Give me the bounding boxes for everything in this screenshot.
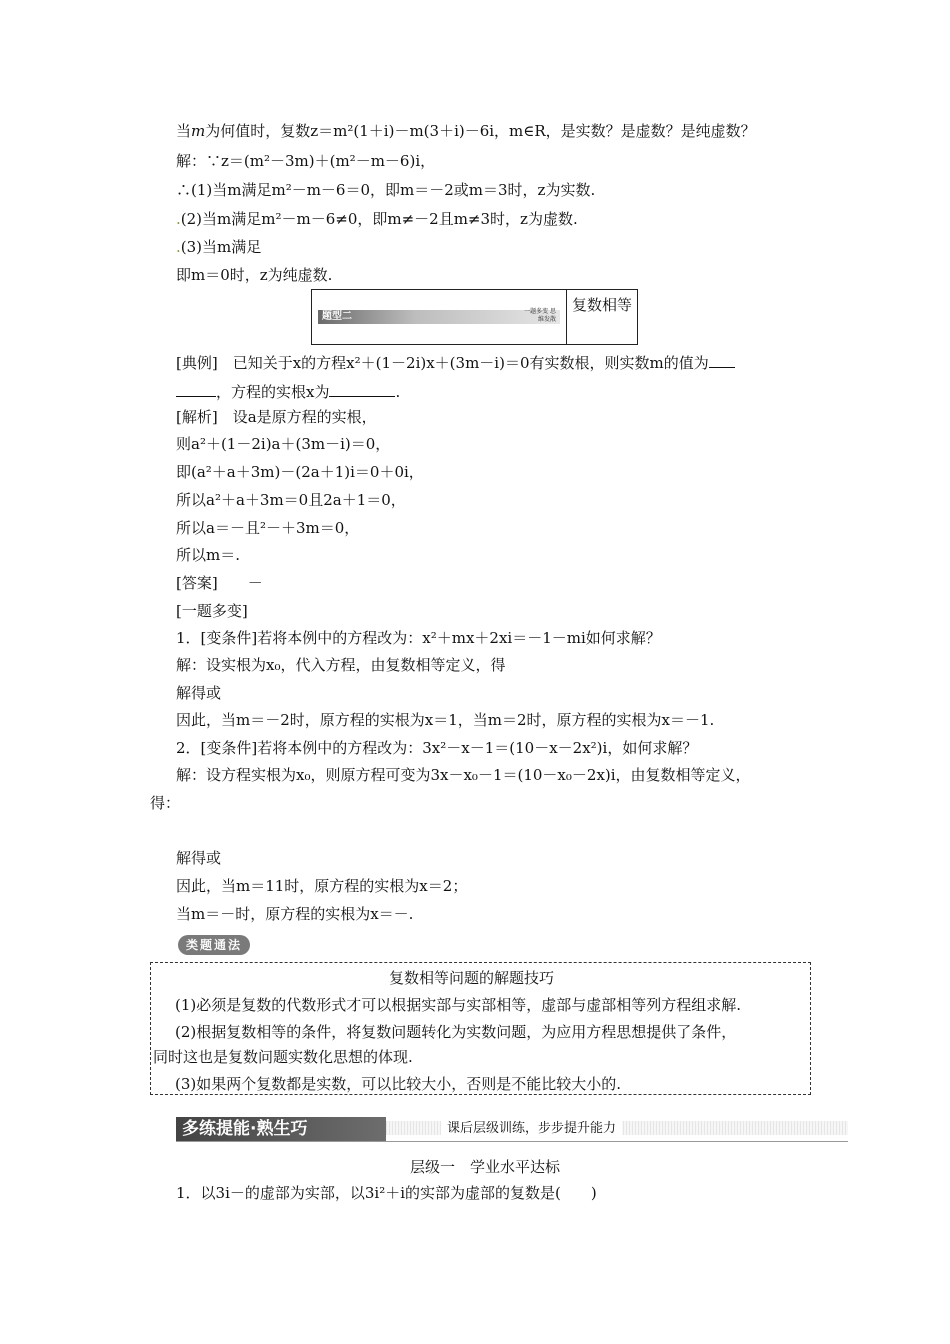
level-title: 层级一 学业水平达标: [410, 1158, 561, 1176]
analysis-line: 所以a＝－且²－＋3m＝0，: [176, 519, 360, 537]
answer-blank: [329, 380, 395, 397]
text-segment: ，方程的实根x为: [216, 383, 330, 401]
text-segment: (3)当m满足: [180, 238, 262, 256]
example-statement-cont: [176, 380, 400, 402]
margin-mark: .: [176, 210, 181, 228]
text-segment: z＝m²(1＋i)－m(3＋i)－6i，m∈R，是实数？是虚数？是纯虚数？: [310, 122, 756, 140]
answer-blank: [176, 380, 216, 397]
example-statement: [176, 351, 735, 373]
variant-2-solution: 解得或: [176, 849, 222, 867]
solution-line: ∴(1)当m满足m²－m－6＝0，即m＝－2或m＝3时，z为实数.: [176, 181, 596, 199]
solution-line: 即m＝0时，z为纯虚数.: [176, 266, 333, 284]
text-segment: (2)当m满足m²－m－6≠0，即m≠－2且m≠3时，z为虚数.: [180, 210, 578, 228]
solution-line: [176, 237, 261, 257]
solution-line: [176, 209, 578, 229]
var-m: m: [191, 122, 206, 140]
banner-left: [312, 290, 567, 344]
variant-2-solution: 得：: [150, 794, 181, 812]
method-badge: 类题通法: [178, 935, 250, 955]
variant-2: 2．[变条件]若将本例中的方程改为：3x²－x－1＝(10－x－2x²)i，如何求解？: [176, 739, 698, 757]
method-point-2: (2)根据复数相等的条件，将复数问题转化为实数问题，为应用方程思想提供了条件，: [175, 1023, 737, 1041]
practice-subtitle: 课后层级训练，步步提升能力: [441, 1117, 622, 1141]
type-label: 题型二: [322, 311, 352, 322]
text-segment: .: [395, 383, 401, 401]
answer-blank: [709, 351, 735, 368]
banner-bar: [318, 310, 560, 324]
method-summary-box: [150, 962, 811, 1095]
analysis-line: 即(a²＋a＋3m)－(2a＋1)i＝0＋0i，: [176, 463, 424, 481]
method-point-2-cont: 同时这也是复数问题实数化思想的体现.: [153, 1048, 413, 1066]
variant-2-solution: 解：设方程实根为x₀，则原方程可变为3x－x₀－1＝(10－x₀－2x)i，由复数相等定义，: [176, 766, 751, 784]
variant-heading: [一题多变]: [176, 602, 248, 620]
method-point-3: (3)如果两个复数都是实数，可以比较大小，否则是不能比较大小的.: [175, 1075, 622, 1093]
analysis-line: [解析] 设a是原方程的实根，: [176, 408, 377, 426]
variant-1: 1．[变条件]若将本例中的方程改为：x²＋mx＋2xi＝－1－mi如何求解？: [176, 629, 661, 647]
question-type-banner: [311, 289, 638, 345]
margin-mark: .: [176, 238, 181, 256]
text-segment: 为何值时，复数: [205, 122, 311, 140]
variant-1-solution: 因此，当m＝－2时，原方程的实根为x＝1，当m＝2时，原方程的实根为x＝－1.: [176, 711, 715, 729]
practice-banner: [176, 1117, 848, 1142]
analysis-line: 所以a²＋a＋3m＝0且2a＋1＝0，: [176, 491, 406, 509]
method-point-1: (1)必须是复数的代数形式才可以根据实部与实部相等，虚部与虚部相等列方程组求解.: [175, 996, 742, 1014]
variant-1-solution: 解：设实根为x₀，代入方程，由复数相等定义，得: [176, 656, 506, 674]
variant-2-solution: 因此，当m＝11时，原方程的实根为x＝2；: [176, 877, 468, 895]
analysis-line: 则a²＋(1－2i)a＋(3m－i)＝0，: [176, 435, 391, 453]
variant-2-solution: 当m＝－时，原方程的实根为x＝－.: [176, 905, 414, 923]
type-title: 复数相等: [571, 296, 632, 314]
answer-line: [答案] －: [176, 574, 263, 592]
question-1: 1．以3i－的虚部为实部，以3i²＋i的实部为虚部的复数是( ): [176, 1184, 597, 1202]
type-note: 一题多变 思维发散: [524, 308, 556, 323]
variant-1-solution: 解得或: [176, 684, 222, 702]
analysis-line: 所以m＝.: [176, 546, 240, 564]
text-segment: 当: [176, 122, 192, 140]
method-title: 复数相等问题的解题技巧: [389, 969, 555, 987]
problem-statement: [176, 121, 756, 141]
text-segment: [典例] 已知关于x的方程x²＋(1－2i)x＋(3m－i)＝0有实数根，则实数m的值为: [176, 354, 709, 372]
practice-title: 多练提能·熟生巧: [176, 1117, 386, 1141]
solution-line: 解：∵z＝(m²－3m)＋(m²－m－6)i，: [176, 152, 436, 170]
